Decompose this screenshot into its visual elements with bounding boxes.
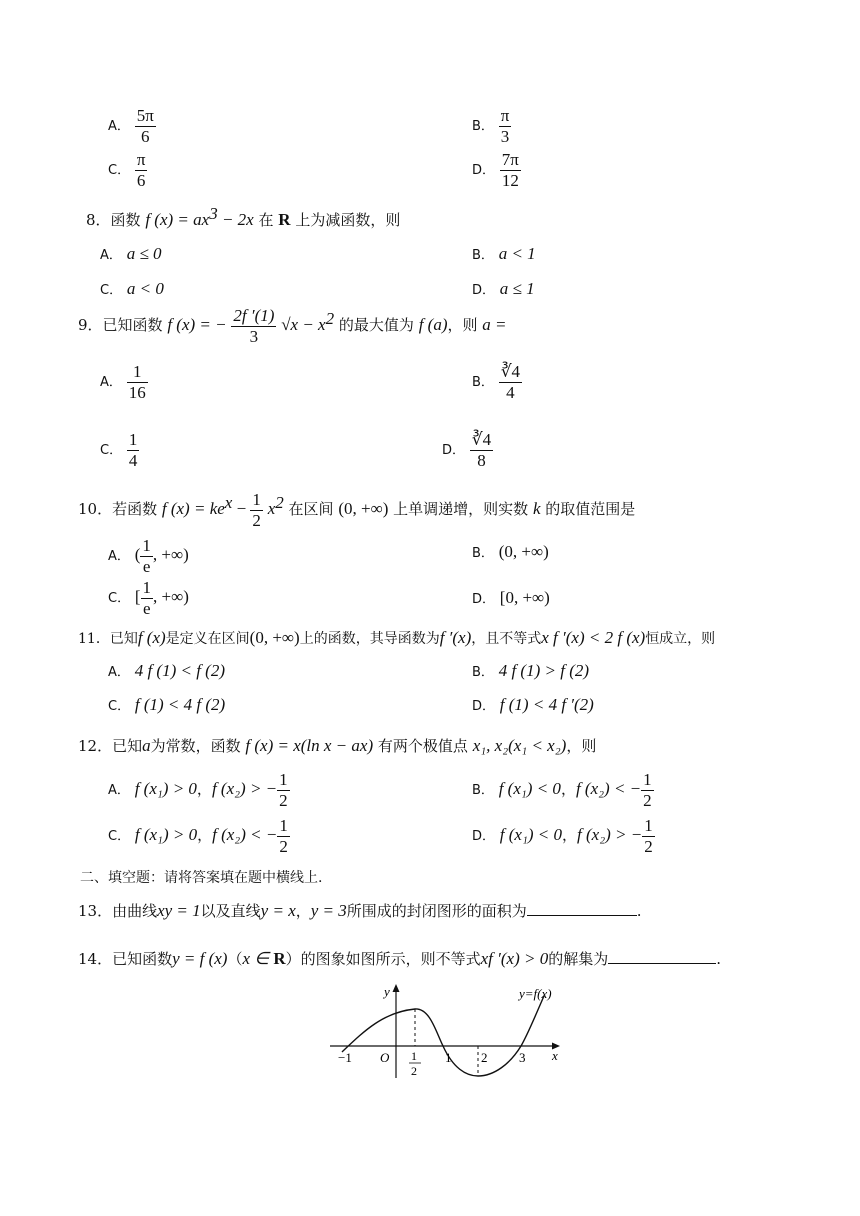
- q12-option-c: C． f (x₁) > 0，f (x₂) < − $\frac{1}{2}$: [108, 816, 288, 856]
- question-11: 11．已知f (x)是定义在区间(0, +∞)上的函数，其导函数为f ′(x)，且不等式x f ′(x) < 2 f (x)恒成立，则: [78, 628, 716, 647]
- tick-label-half-num: 1: [411, 1049, 417, 1063]
- q9-option-b: B． $\frac{∛4}{4}$: [472, 362, 521, 402]
- fraction: $\frac{1}{e}$: [142, 578, 152, 618]
- function-graph: [318, 982, 568, 1082]
- q9-option-c: C． $\frac{1}{4}$: [100, 430, 138, 470]
- question-9: 9．已知函数 f (x) = − $\frac{2f '(1)}{3}$ $√x - x^2$ 的最大值为 f (a)，则 a =: [78, 306, 507, 346]
- option-c: C． $\frac{\pi}{6}$: [108, 150, 146, 190]
- q9-option-d: D． $\frac{∛4}{8}$: [442, 430, 492, 470]
- fraction: $\frac{∛4}{8}$: [471, 430, 492, 470]
- q12-option-a: A． f (x₁) > 0，f (x₂) > − $\frac{1}{2}$: [108, 770, 288, 810]
- q12-option-d: D． f (x₁) < 0，f (x₂) > − $\frac{1}{2}$: [472, 816, 653, 856]
- section-heading: 二、填空题：请将答案填在题中横线上.: [80, 870, 323, 886]
- fraction: $\frac{2f '(1)}{3}$: [233, 306, 275, 346]
- q11-option-b: B． 4 f (1) > f (2): [472, 661, 590, 680]
- fraction: $\frac{∛4}{4}$: [500, 362, 521, 402]
- answer-blank: [527, 901, 637, 916]
- question-14: 14．已知函数y = f (x)（x ∈ R）的图象如图所示，则不等式xf ′(x) > 0的解集为 .: [78, 949, 722, 968]
- tick-label-neg1: −1: [338, 1050, 352, 1065]
- origin-label: O: [380, 1050, 390, 1065]
- answer-blank: [608, 949, 716, 964]
- fraction: $\frac{7\pi}{12}$: [501, 150, 519, 190]
- q9-option-a: A． $\frac{1}{16}$: [100, 362, 146, 402]
- fraction: $\frac{1}{2}$: [643, 770, 652, 810]
- curve-label: y=f(x): [519, 986, 552, 1001]
- y-arrow-icon: [393, 984, 400, 992]
- fraction: $\frac{\pi}{6}$: [136, 150, 146, 190]
- option-b: B． $\frac{\pi}{3}$: [472, 106, 510, 146]
- q10-option-b: B． (0, +∞): [472, 542, 549, 561]
- fraction: $\frac{1}{2}$: [279, 816, 288, 856]
- q8-option-a: A． a ≤ 0: [100, 244, 162, 263]
- option-a: A． $\frac{5\pi}{6}$: [108, 106, 154, 146]
- y-axis-label: y: [384, 984, 390, 999]
- question-10: 10．若函数 f $(x) = ke^x$ − $\frac{1}{2}$ $x^2$ 在区间 (0, +∞) 上单调递增，则实数 k 的取值范围是: [78, 490, 636, 530]
- fraction: $\frac{1}{4}$: [128, 430, 138, 470]
- fraction: $\frac{1}{e}$: [142, 536, 151, 576]
- question-12: 12．已知a为常数，函数 f (x) = x(ln x − ax) 有两个极值点 x₁, x₂(x₁ < x₂)，则: [78, 736, 597, 755]
- q8-option-c: C． a < 0: [100, 279, 164, 298]
- fraction: $\frac{\pi}{3}$: [500, 106, 510, 146]
- q8-option-b: B． a < 1: [472, 244, 536, 263]
- fraction: $\frac{5\pi}{6}$: [136, 106, 154, 146]
- q11-option-d: D． f (1) < 4 f ′(2): [472, 695, 594, 714]
- q10-option-c: C． [ $\frac{1}{e}$ , +∞): [108, 578, 189, 618]
- tick-label-half-den: 2: [411, 1064, 417, 1078]
- tick-label-2: 2: [481, 1050, 488, 1065]
- question-13: 13．由曲线xy = 1以及直线y = x，y = 3所围成的封闭图形的面积为 .: [78, 901, 642, 920]
- q8-option-d: D． a ≤ 1: [472, 279, 535, 298]
- tick-label-3: 3: [519, 1050, 526, 1065]
- x-axis-label: x: [552, 1048, 558, 1063]
- q12-option-b: B． f (x₁) < 0，f (x₂) < − $\frac{1}{2}$: [472, 770, 652, 810]
- tick-label-1: 1: [445, 1050, 452, 1065]
- q10-option-a: A． ( $\frac{1}{e}$ , +∞): [108, 536, 189, 576]
- q10-option-d: D． [0, +∞): [472, 588, 550, 607]
- question-8: 8．函数 f $(x) = ax^3 - 2x$ 在 R 上为减函数，则: [86, 204, 401, 229]
- fraction: $\frac{1}{2}$: [644, 816, 653, 856]
- fraction: $\frac{1}{2}$: [279, 770, 288, 810]
- function-curve: [342, 996, 544, 1076]
- fraction: $\frac{1}{2}$: [252, 490, 261, 530]
- fraction: $\frac{1}{16}$: [128, 362, 146, 402]
- q11-option-a: A． 4 f (1) < f (2): [108, 661, 225, 680]
- option-d: D． $\frac{7\pi}{12}$: [472, 150, 519, 190]
- q11-option-c: C． f (1) < 4 f (2): [108, 695, 226, 714]
